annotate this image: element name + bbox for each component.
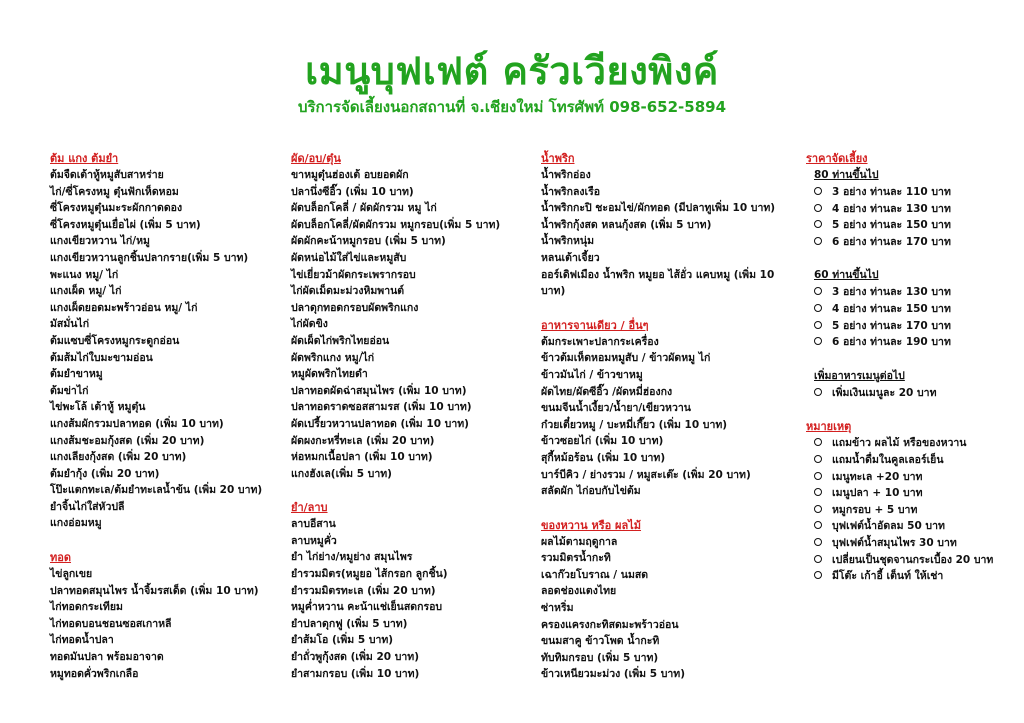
section-heading-desserts: ของหวาน หรือ ผลไม้ [541, 518, 642, 532]
note-bullet [806, 435, 1021, 452]
note-bullet-text: บุฟเฟต์น้ำอัดลม 50 บาท [832, 520, 945, 533]
price-bullet [806, 318, 1021, 335]
menu-item: ออร์เดิฟเมือง น้ำพริก หมูยอ ไส้อั่ว แคบหมู (เพิ่ม 10 บาท) [541, 268, 775, 298]
price-bullet-list [806, 284, 1021, 350]
menu-item: ไข่พะโล้ เต้าหู้ หมูตุ๋น [50, 401, 146, 414]
menu-item: ห่อหมกเนื้อปลา (เพิ่ม 10 บาท) [291, 451, 433, 464]
price-bullet [806, 217, 1021, 234]
section-heading-single-dish: อาหารจานเดียว / อื่นๆ [541, 318, 649, 332]
menu-item: ลาบอีสาน [291, 518, 336, 531]
menu-item: น้ำพริกกุ้งสด หลนกุ้งสด (เพิ่ม 5 บาท) [541, 218, 712, 231]
menu-item: ยำถั่วพูกุ้งสด (เพิ่ม 20 บาท) [291, 651, 420, 664]
menu-item: น้ำพริกกะปิ ชะอมไข่/ผักทอด (มีปลาทูเพิ่ม 10 บาท) [541, 202, 776, 215]
menu-item-list [291, 516, 531, 682]
circle-bullet-icon [814, 287, 822, 295]
menu-item: ข้าวมันไก่ / ข้าวขาหมู [541, 368, 643, 381]
menu-item: ต้มแซบซี่โครงหมูกระดูกอ่อน [50, 334, 180, 347]
note-bullet [806, 469, 1021, 486]
price-bullet-text: 6 อย่าง ท่านละ 170 บาท [832, 235, 951, 248]
menu-item: ลาบหมูคั่ว [291, 534, 337, 547]
menu-item: ข้าวต้มเห็ดหอมหมูสับ / ข้าวผัดหมู ไก่ [541, 352, 711, 365]
section-heading-salads: ยำ/ลาบ [291, 501, 328, 515]
menu-item: ต้มยำกุ้ง (เพิ่ม 20 บาท) [50, 467, 160, 480]
circle-bullet-icon [814, 538, 822, 546]
note-bullet-text: หมูกรอบ + 5 บาท [832, 503, 918, 516]
circle-bullet-icon [814, 438, 822, 446]
note-bullet [806, 568, 1021, 585]
extra-menu-label: เพิ่มอาหารเมนูต่อไป [814, 369, 905, 382]
circle-bullet-icon [814, 455, 822, 463]
note-bullet-text: มีโต๊ะ เก้าอี้ เต็นท์ ให้เช่า [832, 570, 944, 583]
spacer [541, 500, 791, 517]
menu-item: ยำปลาดุกฟู (เพิ่ม 5 บาท) [291, 617, 408, 630]
menu-item: ผัดเปรี้ยวหวานปลาทอด (เพิ่ม 10 บาท) [291, 417, 469, 430]
menu-item: ต้มกระเพาะปลากระเครื่อง [541, 335, 659, 348]
note-bullet [806, 502, 1021, 519]
circle-bullet-icon [814, 555, 822, 563]
menu-item: รวมมิตรน้ำกะทิ [541, 552, 611, 565]
menu-item: ไข่เยี่ยวม้าผัดกระเพรากรอบ [291, 268, 416, 281]
spacer [291, 482, 531, 499]
menu-item: แกงเผ็ดยอดมะพร้าวอ่อน หมู/ ไก่ [50, 301, 198, 314]
price-bullet [806, 284, 1021, 301]
note-bullet-text: บุฟเฟต์น้ำสมุนไพร 30 บาท [832, 536, 957, 549]
menu-item: แกงฮังเล(เพิ่ม 5 บาท) [291, 467, 392, 480]
circle-bullet-icon [814, 337, 822, 345]
circle-bullet-icon [814, 304, 822, 312]
price-bullet-text: 3 อย่าง ท่านละ 110 บาท [832, 186, 951, 198]
menu-item: บาร์บีคิว / ย่างรวม / หมูสะเต๊ะ (เพิ่ม 20 บาท) [541, 468, 751, 481]
menu-item: ผัดเผ็ดไก่พริกไทยอ่อน [291, 334, 390, 347]
price-bullet-text: 4 อย่าง ท่านละ 150 บาท [832, 302, 951, 315]
menu-item-list [541, 334, 791, 500]
section-heading-notes: หมายเหตุ [806, 420, 852, 434]
extra-bullet-list [806, 385, 1021, 402]
section-heading-soups: ต้ม แกง ต้มยำ [50, 152, 119, 165]
menu-item: ขาหมูตุ๋นฮ่องเต้ อบยอดผัก [291, 169, 409, 181]
price-bullet-text: 5 อย่าง ท่านละ 170 บาท [832, 319, 951, 332]
spacer [806, 250, 1021, 267]
menu-item: สลัดผัก ไก่อบกับไข่ต้ม [541, 485, 641, 498]
circle-bullet-icon [814, 388, 822, 396]
menu-item: ไข่ลูกเขย [50, 568, 93, 581]
note-bullet-text: แถมข้าว ผลไม้ หรือของหวาน [832, 437, 967, 450]
circle-bullet-icon [814, 472, 822, 480]
menu-item: ไก่ทอดน้ำปลา [50, 634, 114, 647]
menu-item: ทอดมันปลา พร้อมอาจาด [50, 651, 164, 664]
section-heading-stirfry: ผัด/อบ/ตุ๋น [291, 152, 341, 165]
note-bullet [806, 452, 1021, 469]
price-bullet-text: 4 อย่าง ท่านละ 130 บาท [832, 202, 951, 215]
menu-item: ยำจิ้นไก่ใส่หัวปลี [50, 500, 125, 513]
page-title: เมนูบุฟเฟต์ ครัวเวียงพิงค์ [305, 49, 719, 93]
menu-item: ยำส้มโอ (เพิ่ม 5 บาท) [291, 634, 394, 647]
menu-column-2 [291, 150, 531, 682]
note-bullet-list [806, 435, 1021, 584]
price-column [806, 150, 1021, 585]
spacer [806, 401, 1021, 418]
menu-item: ยำรวมมิตรทะเล (เพิ่ม 20 บาท) [291, 584, 436, 597]
menu-item: มัสมั่นไก่ [50, 318, 90, 331]
menu-item: แกงอ่อมหมู [50, 517, 102, 530]
menu-item: ทับทิมกรอบ (เพิ่ม 5 บาท) [541, 651, 659, 664]
menu-item: ต้มข่าไก่ [50, 384, 89, 397]
circle-bullet-icon [814, 505, 822, 513]
menu-item: ไก่ผัดขิง [291, 318, 328, 331]
menu-item: ผัดหน่อไม้ใส่ไข่และหมูสับ [291, 251, 407, 264]
section-heading-chili-paste: น้ำพริก [541, 152, 575, 165]
price-bullet-text: 3 อย่าง ท่านละ 130 บาท [832, 286, 951, 299]
price-tier-60-label: 60 ท่านขึ้นไป [814, 269, 879, 282]
menu-item: ผัดผักคะน้าหมูกรอบ (เพิ่ม 5 บาท) [291, 235, 446, 248]
menu-item: แกงเขียวหวาน ไก่/หมู [50, 235, 150, 248]
circle-bullet-icon [814, 237, 822, 245]
circle-bullet-icon [814, 571, 822, 579]
circle-bullet-icon [814, 204, 822, 212]
menu-item: ไก่ผัดเม็ดมะม่วงหิมพานต์ [291, 285, 405, 298]
menu-item: แกงส้มผักรวมปลาทอด (เพิ่ม 10 บาท) [50, 417, 224, 430]
price-tier-80-label: 80 ท่านขึ้นไป [814, 169, 879, 181]
menu-item: ผลไม้ตามฤดูกาล [541, 535, 618, 548]
menu-item-list [291, 167, 531, 482]
menu-item: น้ำพริกอ่อง [541, 169, 591, 181]
note-bullet [806, 535, 1021, 552]
menu-item: น้ำพริกหนุ่ม [541, 235, 595, 248]
menu-item: ผัดบล็อกโคลี่ / ผัดผักรวม หมู ไก่ [291, 202, 437, 215]
menu-item: ยำ ไก่ย่าง/หมูย่าง สมุนไพร [291, 551, 413, 564]
circle-bullet-icon [814, 488, 822, 496]
menu-item: แกงส้มชะอมกุ้งสด (เพิ่ม 20 บาท) [50, 434, 205, 447]
price-bullet [806, 301, 1021, 318]
note-bullet [806, 485, 1021, 502]
menu-item: ไก่/ซี่โครงหมู ตุ๋นฟักเห็ดหอม [50, 185, 179, 198]
menu-item: ข้าวซอยไก่ (เพิ่ม 10 บาท) [541, 435, 664, 448]
menu-item: ผัดบล็อกโคลี่/ผัดผักรวม หมูกรอบ(เพิ่ม 5 บาท) [291, 218, 501, 231]
note-bullet-text: เมนูทะเล +20 บาท [832, 470, 923, 483]
circle-bullet-icon [814, 521, 822, 529]
menu-column-1 [50, 150, 285, 682]
menu-item: ยำรวมมิตร(หมูยอ ไส้กรอก ลูกชิ้น) [291, 568, 448, 581]
menu-item: ต้มจืดเต้าหู้หมูสับสาหร่าย [50, 169, 164, 181]
menu-item: พะแนง หมู/ ไก่ [50, 268, 119, 281]
price-bullet [806, 201, 1021, 218]
menu-item: ซี่โครงหมูตุ๋นเยื่อไผ่ (เพิ่ม 5 บาท) [50, 218, 201, 231]
menu-item: ซี่โครงหมูตุ๋นมะระผักกาดดอง [50, 202, 183, 215]
menu-item: ข้าวเหนียวมะม่วง (เพิ่ม 5 บาท) [541, 668, 685, 681]
extra-bullet-text: เพิ่มเงินเมนูละ 20 บาท [832, 386, 937, 399]
note-bullet-text: แถมน้ำดื่มในคูลเลอร์เย็น [832, 453, 944, 466]
menu-item: หลนเต้าเจี้ยว [541, 251, 600, 264]
price-bullet [806, 234, 1021, 251]
menu-item: ขนมจีนน้ำเงี้ยว/น้ำยา/เขียวหวาน [541, 402, 691, 415]
spacer [541, 300, 791, 317]
menu-item: ผัดพริกแกง หมู/ไก่ [291, 351, 375, 364]
menu-item: แกงเขียวหวานลูกชิ้นปลากราย(เพิ่ม 5 บาท) [50, 251, 249, 264]
menu-item: ปลาดุกทอดกรอบผัดพริกแกง [291, 301, 419, 314]
price-bullet-text: 5 อย่าง ท่านละ 150 บาท [832, 219, 951, 232]
menu-item: ต้มส้มไก่ใบมะขามอ่อน [50, 351, 153, 364]
spacer [806, 351, 1021, 368]
menu-item: ครองแครงกะทิสดมะพร้าวอ่อน [541, 618, 679, 631]
menu-item: หมูค่ำหวาน คะน้าแช่เย็นสดกรอบ [291, 601, 443, 614]
note-bullet [806, 552, 1021, 569]
spacer [50, 532, 285, 549]
price-bullet-text: 6 อย่าง ท่านละ 190 บาท [832, 336, 951, 349]
menu-item-list [50, 566, 285, 682]
menu-item: ต้มยำขาหมู [50, 368, 103, 381]
menu-item-list [50, 167, 285, 532]
menu-item: ยำสามกรอบ (เพิ่ม 10 บาท) [291, 667, 420, 680]
menu-item: ผัดไทย/ผัดซีอิ๊ว /ผัดหมี่ฮ่องกง [541, 385, 673, 398]
menu-item: ลอดช่องแตงไทย [541, 585, 617, 598]
menu-column-3 [541, 150, 791, 683]
section-heading-fried: ทอด [50, 551, 72, 565]
price-bullet [806, 184, 1021, 201]
note-bullet-text: เปลี่ยนเป็นชุดจานกระเบื้อง 20 บาท [832, 553, 994, 566]
menu-item: ปลาทอดราดซอสสามรส (เพิ่ม 10 บาท) [291, 401, 472, 414]
menu-item: หมูทอดคั่วพริกเกลือ [50, 667, 139, 680]
note-bullet [806, 518, 1021, 535]
menu-item: หมูผัดพริกไทยดำ [291, 368, 368, 381]
circle-bullet-icon [814, 321, 822, 329]
circle-bullet-icon [814, 187, 822, 195]
page-subtitle: บริการจัดเลี้ยงนอกสถานที่ จ.เชียงใหม่ โทรศัพท์ 098-652-5894 [297, 98, 727, 116]
note-bullet-text: เมนูปลา + 10 บาท [832, 487, 923, 500]
menu-item: ปลาทอดสมุนไพร น้ำจิ้มรสเด็ด (เพิ่ม 10 บาท) [50, 584, 259, 597]
menu-item: เฉาก๊วยโบราณ / นมสด [541, 568, 649, 581]
menu-item: ไก่ทอดบอนชอนซอสเกาหลี [50, 617, 172, 630]
menu-item: ก๋วยเตี๋ยวหมู / บะหมี่เกี๊ยว (เพิ่ม 10 บาท) [541, 418, 728, 431]
menu-item: ผัดผงกะหรี่ทะเล (เพิ่ม 20 บาท) [291, 434, 435, 447]
section-heading-prices: ราคาจัดเลี้ยง [806, 152, 868, 165]
price-bullet-list [806, 184, 1021, 250]
menu-item: แกงเลียงกุ้งสด (เพิ่ม 20 บาท) [50, 451, 187, 464]
menu-item: สุกี้หม้อร้อน (เพิ่ม 10 บาท) [541, 451, 666, 464]
menu-item: ไก่ทอดกระเทียม [50, 601, 123, 614]
menu-item: น้ำพริกลงเรือ [541, 185, 601, 198]
menu-item: ปลานึ่งซีอิ๊ว (เพิ่ม 10 บาท) [291, 185, 414, 198]
extra-bullet [806, 385, 1021, 402]
menu-item: ขนมสาคู ข้าวโพด น้ำกะทิ [541, 635, 660, 648]
menu-item-list [541, 167, 791, 300]
menu-item: โป๊ะแตกทะเล/ต้มยำทะเลน้ำข้น (เพิ่ม 20 บาท) [50, 484, 263, 497]
menu-item: แกงเผ็ด หมู/ ไก่ [50, 285, 122, 298]
menu-item-list [541, 534, 791, 683]
circle-bullet-icon [814, 220, 822, 228]
menu-item: ปลาทอดผัดฉ่าสมุนไพร (เพิ่ม 10 บาท) [291, 384, 467, 397]
menu-item: ซ่าหริ่ม [541, 602, 574, 615]
price-bullet [806, 334, 1021, 351]
